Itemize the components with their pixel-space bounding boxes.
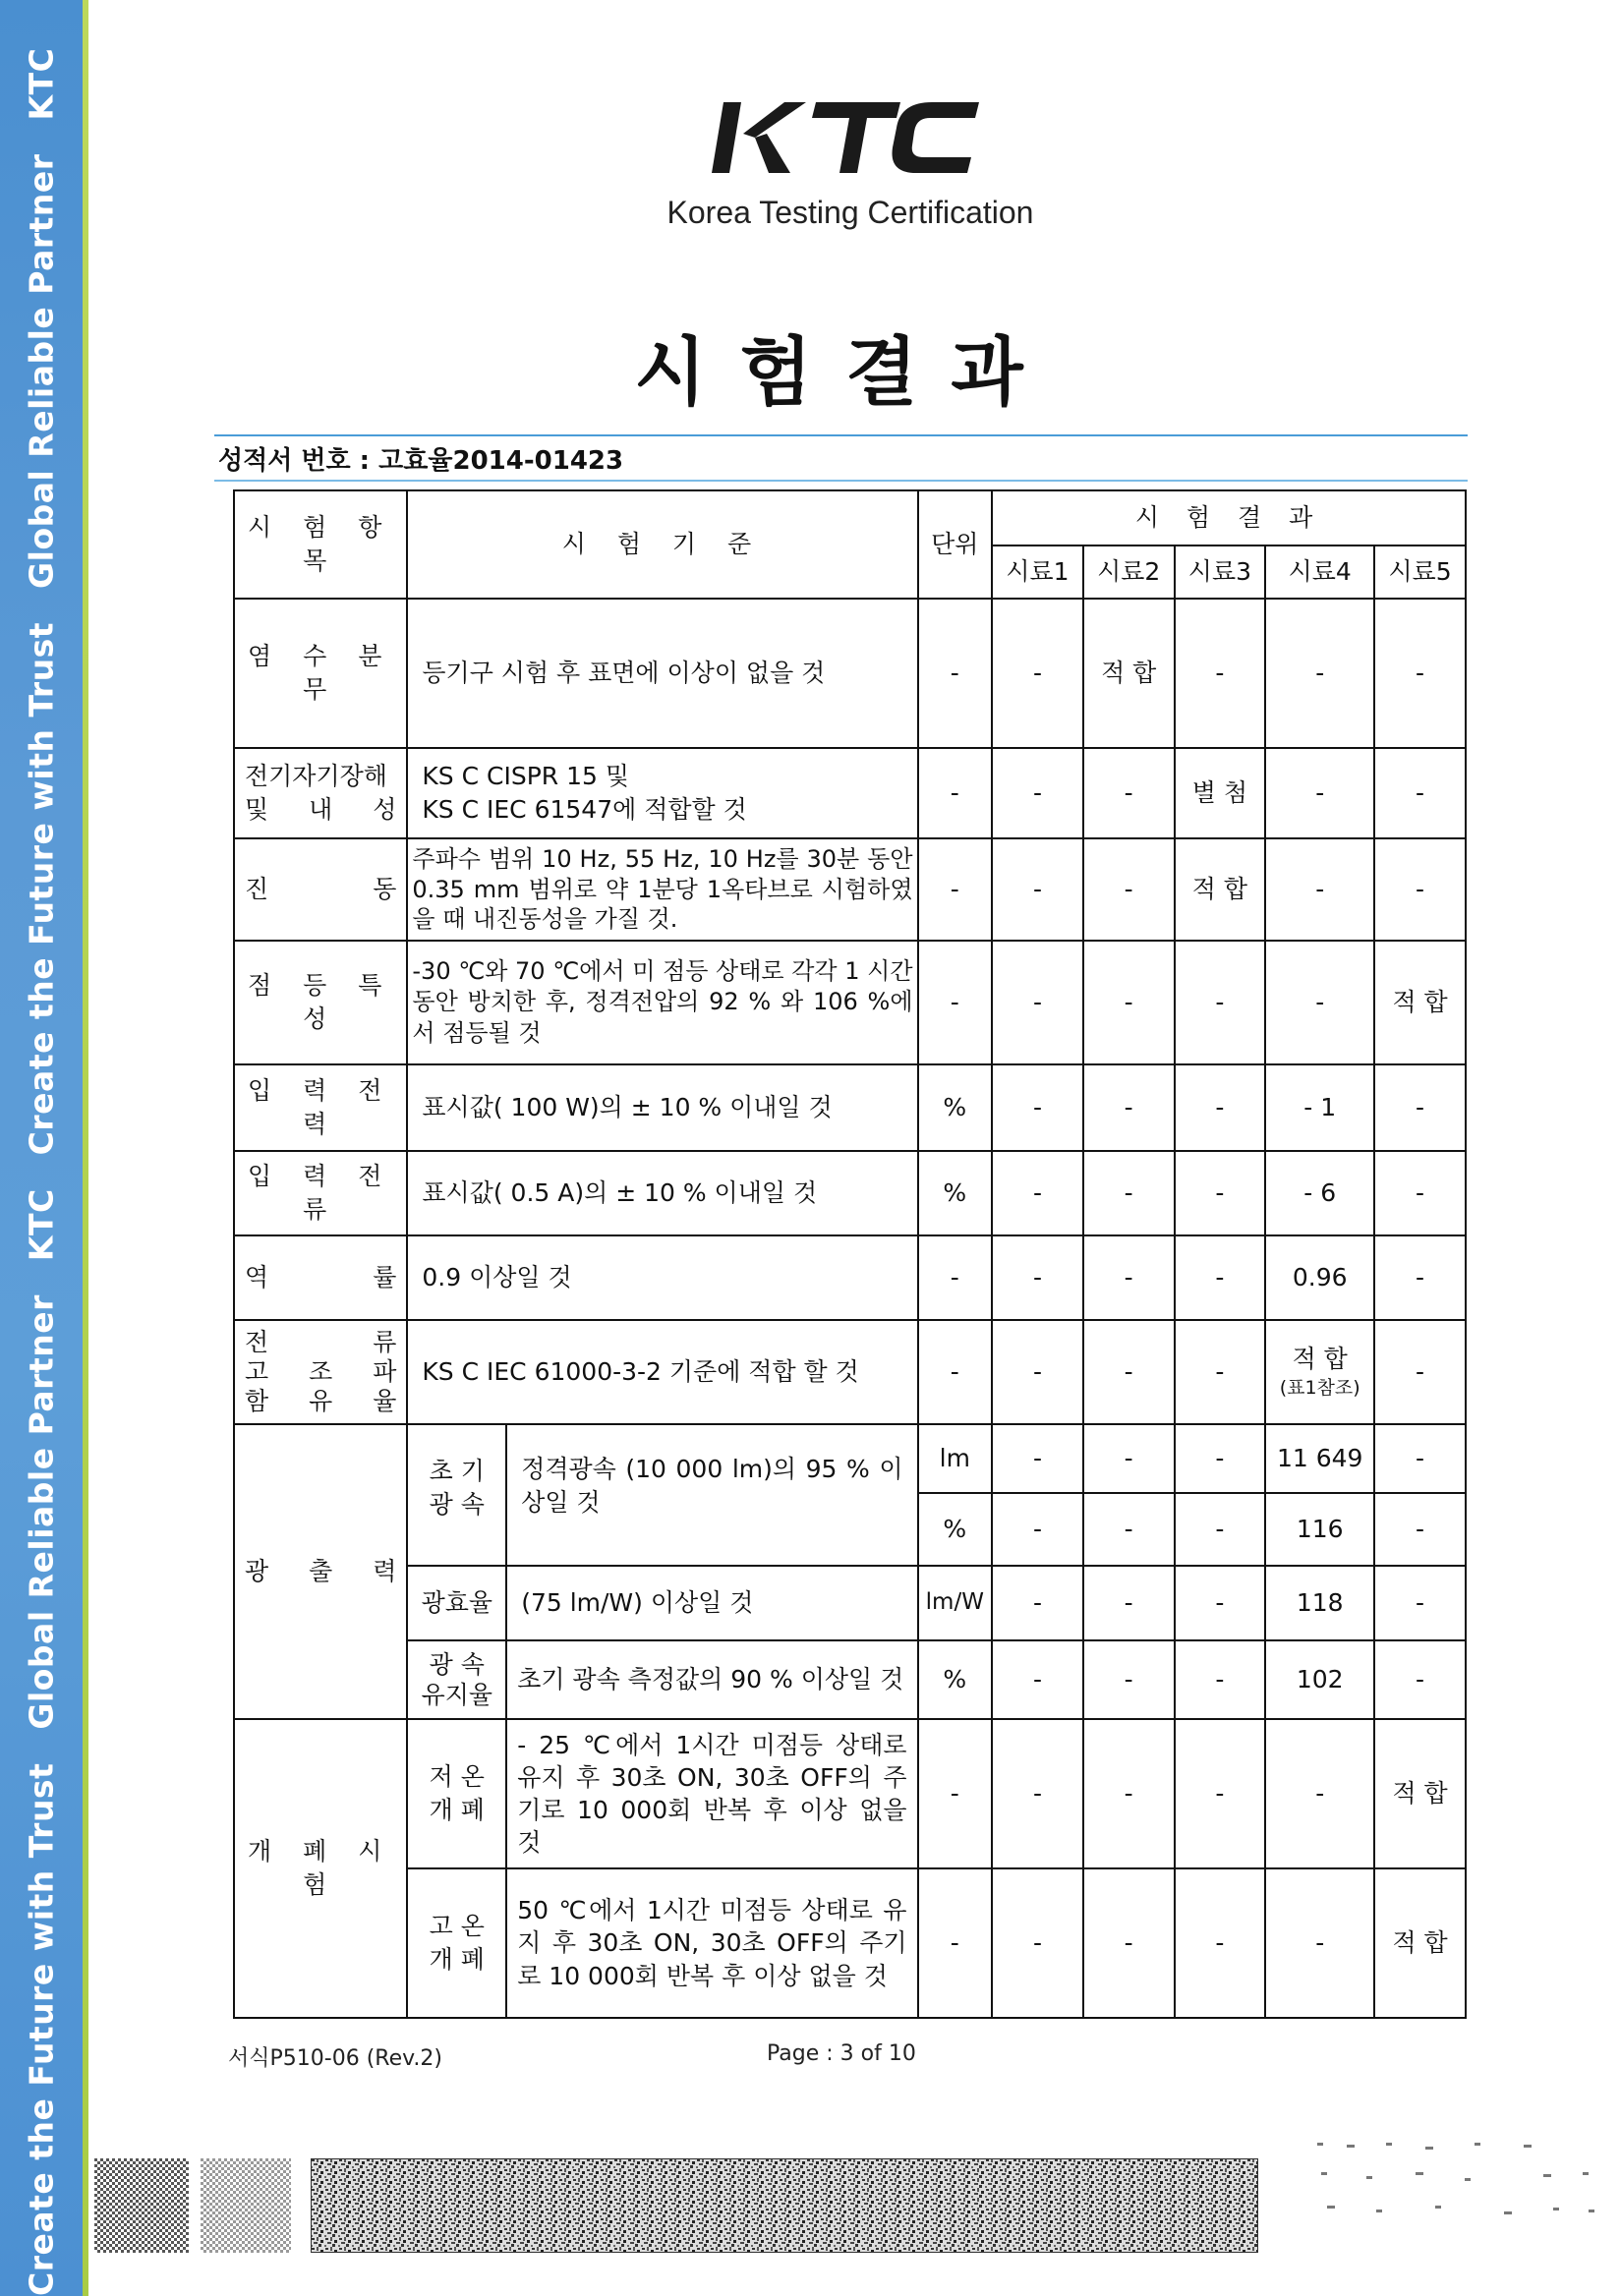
sub-item-line: 광 속 [429,1489,485,1519]
row-item: 점 등 특 성 [234,941,407,1064]
row-value: 별 첨 [1175,748,1266,838]
row-unit: - [918,838,993,941]
row-value: - [992,1640,1083,1719]
table-row [234,1424,1466,1493]
efficacy-sub-item: 광효율 [407,1566,506,1640]
row-item [234,748,407,838]
table-row [234,1566,1466,1640]
row-value: - [1374,1640,1466,1719]
row-value: - [1374,1493,1466,1566]
row-item: 역 률 [234,1235,407,1320]
row-value: - [1374,1151,1466,1235]
row-unit: - [918,1320,993,1424]
page-title: 시험결과 [634,328,1057,416]
row-value: 102 [1265,1640,1374,1719]
row-value: - [1083,838,1175,941]
row-value: - [992,1151,1083,1235]
row-value: - [992,1868,1083,2018]
row-value: - [992,1566,1083,1640]
ktc-logo [708,98,983,177]
row-value: - [1374,1566,1466,1640]
row-unit: - [918,941,993,1064]
table-row [234,1868,1466,2018]
row-value: - [1175,1493,1266,1566]
row-item: 입 력 전 류 [234,1151,407,1235]
row-value: - [1175,941,1266,1064]
initial-sub-item [407,1424,506,1566]
row-value: - [992,1424,1083,1493]
sub-item-line: 개 폐 [429,1796,485,1824]
row-unit: % [918,1493,993,1566]
sub-item-line: 저 온 [429,1762,485,1792]
row-unit: - [918,1868,993,2018]
light-output-item: 광 출 력 [234,1424,407,1719]
row-value: - [1175,1868,1266,2018]
row-standard: KS C IEC 61000-3-2 기준에 적합 할 것 [407,1320,917,1424]
sub-item-line: 광 속 [429,1649,485,1679]
header-standard: 시 험 기 준 [407,490,917,599]
sub-item-line: 유지율 [421,1681,493,1709]
row-standard-line: KS C IEC 61547에 적합할 것 [422,795,747,824]
row-value: - [1265,941,1374,1064]
report-rule [214,480,1468,482]
table-row [234,1719,1466,1868]
table-row [234,1151,1466,1235]
row-item-line: 함 유 율 [245,1387,397,1415]
row-value: - [1265,838,1374,941]
side-banner [0,0,83,2296]
row-value: - [1374,1424,1466,1493]
row-value: - [1175,1566,1266,1640]
row-standard: 0.9 이상일 것 [407,1235,917,1320]
row-value: 적 합 [1374,1719,1466,1868]
row-value: - [1175,1151,1266,1235]
row-value: - [1083,1064,1175,1151]
row-value: - [1175,1640,1266,1719]
side-banner-text: Create the Future with TrustGlobal Reliable PartnerKTCCreate the Future with TrustGlobal Reliable PartnerKTC [22,47,61,2296]
row-unit: % [918,1640,993,1719]
sub-item-line: 개 폐 [429,1945,485,1974]
sub-item-line: 초 기 [429,1457,485,1485]
row-value: - [1083,1320,1175,1424]
row-value: 적 합 [1374,1868,1466,2018]
header-sample: 시료4 [1265,545,1374,599]
row-standard: -30 ℃와 70 ℃에서 미 점등 상태로 각각 1 시간 동안 방치한 후, 정격전압의 92 % 와 106 %에서 점등될 것 [407,941,917,1064]
row-unit: - [918,599,993,748]
table-row [234,838,1466,941]
row-value: - [1175,599,1266,748]
maintenance-standard: 초기 광속 측정값의 90 % 이상일 것 [506,1640,917,1719]
row-value: - [1083,1566,1175,1640]
maintenance-sub-item [407,1640,506,1719]
row-value: - [1175,1320,1266,1424]
row-value: - [1083,1235,1175,1320]
row-value: - [992,1064,1083,1151]
row-value-note: (표1참조) [1279,1377,1360,1400]
row-value: - [1083,1151,1175,1235]
initial-standard: 정격광속 (10 000 lm)의 95 % 이상일 것 [506,1424,917,1566]
row-standard: 등기구 시험 후 표면에 이상이 없을 것 [407,599,917,748]
table-row [234,1235,1466,1320]
header-unit: 단위 [918,490,993,599]
row-value: - [1265,599,1374,748]
header-sample: 시료1 [992,545,1083,599]
row-unit: - [918,1235,993,1320]
side-stripe [83,0,88,2296]
table-row [234,1640,1466,1719]
high-temp-sub-item [407,1868,506,2018]
row-item: 염 수 분 무 [234,599,407,748]
row-value: 적 합 [1175,838,1266,941]
row-value-text: 적 합 [1292,1345,1348,1374]
row-value: - 6 [1265,1151,1374,1235]
header-result: 시 험 결 과 [992,490,1466,545]
header-sample: 시료2 [1083,545,1175,599]
header-sample: 시료3 [1175,545,1266,599]
form-number: 서식P510-06 (Rev.2) [228,2046,442,2071]
row-value: - [1374,838,1466,941]
row-value: - [1083,1719,1175,1868]
row-value: - [1265,748,1374,838]
row-value: 116 [1265,1493,1374,1566]
row-value: - [1374,1064,1466,1151]
row-item-line: 전 류 [245,1328,397,1356]
row-value: - 1 [1265,1064,1374,1151]
row-value: 118 [1265,1566,1374,1640]
row-unit: - [918,748,993,838]
row-item-line: 전기자기장해 [245,762,387,791]
row-item: 입 력 전 력 [234,1064,407,1151]
row-value: - [1175,1424,1266,1493]
row-value: - [1175,1235,1266,1320]
security-barcode-icon [311,2158,1258,2253]
table-row [234,1320,1466,1424]
header-item: 시 험 항 목 [234,490,407,599]
row-value: - [1083,748,1175,838]
row-unit: lm/W [918,1566,993,1640]
switching-item: 개 폐 시 험 [234,1719,407,2018]
row-value: - [1374,1320,1466,1424]
row-standard [407,748,917,838]
report-number: 성적서 번호 : 고효율2014-01423 [218,446,624,476]
page-number: Page : 3 of 10 [767,2041,916,2066]
row-value: - [1265,1719,1374,1868]
row-unit: % [918,1064,993,1151]
low-temp-sub-item [407,1719,506,1868]
row-value: - [992,941,1083,1064]
row-standard: 표시값( 100 W)의 ± 10 % 이내일 것 [407,1064,917,1151]
logo-subtitle: Korea Testing Certification [666,195,1034,230]
row-unit: - [918,1719,993,1868]
row-value: - [1175,1719,1266,1868]
row-unit: % [918,1151,993,1235]
row-value: - [992,1493,1083,1566]
row-value: - [1083,1640,1175,1719]
row-value: - [992,838,1083,941]
row-value: 0.96 [1265,1235,1374,1320]
row-value: - [992,748,1083,838]
row-item-line: 고 조 파 [245,1357,397,1386]
row-value: 적 합 [1083,599,1175,748]
table-row [234,1064,1466,1151]
efficacy-standard: (75 lm/W) 이상일 것 [506,1566,917,1640]
low-temp-standard: - 25 ℃에서 1시간 미점등 상태로 유지 후 30초 ON, 30초 OFF의 주기로 10 000회 반복 후 이상 없을 것 [506,1719,917,1868]
row-value: - [992,599,1083,748]
results-table [233,489,1467,2019]
row-value: - [992,1320,1083,1424]
row-value: - [992,1235,1083,1320]
high-temp-standard: 50 ℃에서 1시간 미점등 상태로 유지 후 30초 ON, 30초 OFF의 주기로 10 000회 반복 후 이상 없을 것 [506,1868,917,2018]
row-standard-line: KS C CISPR 15 및 [422,762,630,791]
row-value: 11 649 [1265,1424,1374,1493]
row-value: - [1083,1424,1175,1493]
row-value: - [1374,1235,1466,1320]
row-item [234,1320,407,1424]
row-standard: 주파수 범위 10 Hz, 55 Hz, 10 Hz를 30분 동안 0.35 mm 범위로 약 1분당 1옥타브로 시험하였을 때 내진동성을 가질 것. [407,838,917,941]
table-row [234,748,1466,838]
row-value: - [1083,1493,1175,1566]
row-value: - [1374,748,1466,838]
row-value: - [1265,1868,1374,2018]
row-value: - [1083,1868,1175,2018]
header-sample: 시료5 [1374,545,1466,599]
row-value: - [1374,599,1466,748]
row-value: - [992,1719,1083,1868]
row-unit: lm [918,1424,993,1493]
row-value: 적 합 [1374,941,1466,1064]
table-row [234,941,1466,1064]
row-item-line: 및 내 성 [245,795,397,824]
row-item: 진 동 [234,838,407,941]
sub-item-line: 고 온 [429,1912,485,1941]
row-value [1265,1320,1374,1424]
title-rule [214,434,1468,436]
row-standard: 표시값( 0.5 A)의 ± 10 % 이내일 것 [407,1151,917,1235]
dot-pattern-icon [1307,2133,1602,2241]
table-row [234,599,1466,748]
security-pattern-icon [94,2158,291,2253]
row-value: - [1083,941,1175,1064]
row-value: - [1175,1064,1266,1151]
